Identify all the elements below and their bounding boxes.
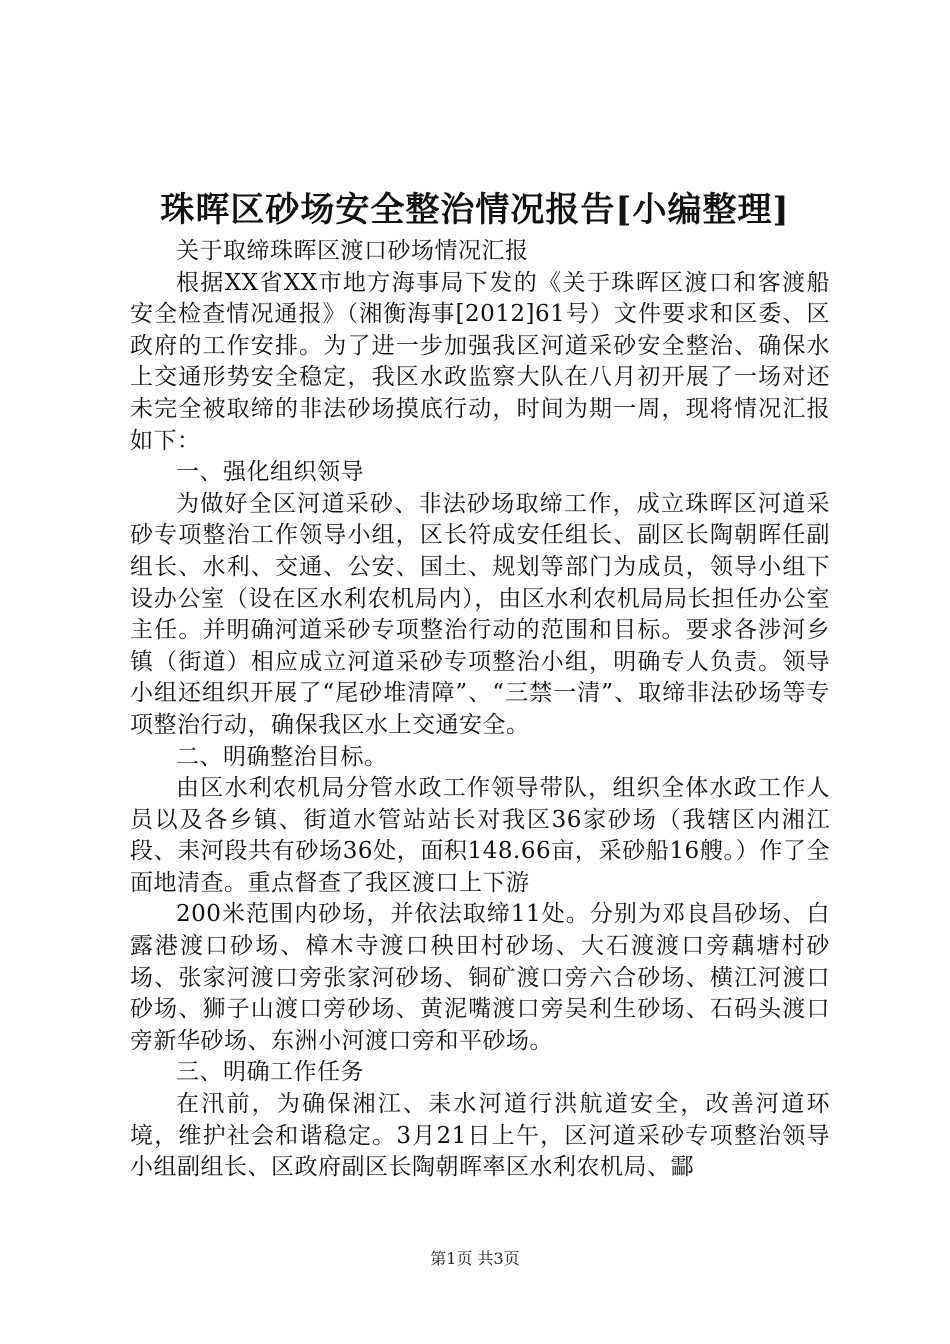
section-2-paragraph: 由区水利农机局分管水政工作领导带队，组织全体水政工作人员以及各乡镇、街道水管站站长对我区36家砂场（我辖区内湘江段、耒河段共有砂场36处，面积148.66亩，采砂船16艘。）作了全面地清查。重点督查了我区渡口上下游 bbox=[130, 775, 830, 896]
section-2-paragraph-continued: 200米范围内砂场，并依法取缔11处。分别为邓良昌砂场、白露港渡口砂场、樟木寺渡口秧田村砂场、大石渡渡口旁藕塘村砂场、张家河渡口旁张家河砂场、铜矿渡口旁六合砂场、横江河渡口砂场、狮子山渡口旁砂场、黄泥嘴渡口旁吴利生砂场、石码头渡口旁新华砂场、东洲小河渡口旁和平砂场。 bbox=[130, 901, 830, 1054]
document-body bbox=[130, 236, 830, 1184]
section-heading-3: 三、明确工作任务 bbox=[176, 1059, 364, 1086]
intro-paragraph: 根据XX省XX市地方海事局下发的《关于珠晖区渡口和客渡船安全检查情况通报》（湘衡海事[2012]61号）文件要求和区委、区政府的工作安排。为了进一步加强我区河道采砂安全整治、确保水上交通形势安全稳定，我区水政监察大队在八月初开展了一场对还未完全被取缔的非法砂场摸底行动，时间为期一周，现将情况汇报如下： bbox=[130, 269, 830, 454]
section-3-paragraph: 在汛前，为确保湘江、耒水河道行洪航道安全，改善河道环境，维护社会和谐稳定。3月21日上午，区河道采砂专项整治领导小组副组长、区政府副区长陶朝晖率区水利农机局、酃 bbox=[130, 1091, 830, 1181]
section-heading-1: 一、强化组织领导 bbox=[176, 459, 364, 486]
page-footer: 第1页 共3页 bbox=[430, 1249, 520, 1268]
section-heading-2: 二、明确整治目标。 bbox=[176, 743, 388, 770]
document-title: 珠晖区砂场安全整治情况报告[小编整理] bbox=[160, 190, 790, 230]
section-1-paragraph: 为做好全区河道采砂、非法砂场取缔工作，成立珠晖区河道采砂专项整治工作领导小组，区长符成安任组长、副区长陶朝晖任副组长、水利、交通、公安、国土、规划等部门为成员，领导小组下设办公室（设在区水利农机局内），由区水利农机局局长担任办公室主任。并明确河道采砂专项整治行动的范围和目标。要求各涉河乡镇（街道）相应成立河道采砂专项整治小组，明确专人负责。领导小组还组织开展了“尾砂堆清障”、“三禁一清”、取缔非法砂场等专项整治行动，确保我区水上交通安全。 bbox=[130, 490, 830, 738]
report-subtitle: 关于取缔珠晖区渡口砂场情况汇报 bbox=[176, 238, 529, 264]
